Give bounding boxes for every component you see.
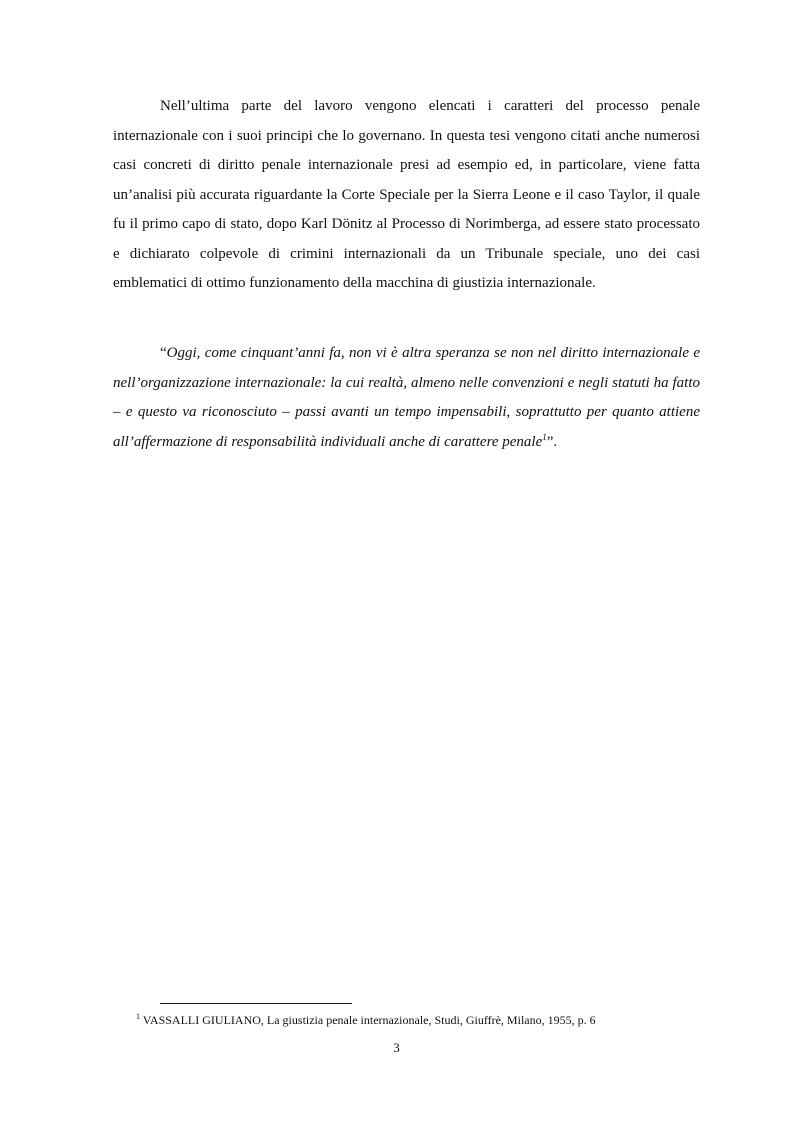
footnote	[136, 1012, 696, 1028]
footnote-text: VASSALLI GIULIANO, La giustizia penale internazionale, Studi, Giuffrè, Milano, 1955, p. 6	[142, 1013, 596, 1027]
body-paragraph	[113, 92, 700, 299]
page-number: 3	[393, 1040, 400, 1055]
quote-text: Oggi, come cinquant’anni fa, non vi è altra speranza se non nel diritto internazionale e nell’organizzazione internazionale: la cui realtà, almeno nelle convenzioni e negli statuti ha fatto – e questo va riconosciuto – passi avanti un tempo impensabili, soprattutto per quanto attiene all’affermazione di responsabilità individuali anche di carattere penale	[113, 345, 700, 450]
footnote-separator	[160, 1003, 352, 1004]
footnote-number: 1	[136, 1012, 140, 1021]
quote-paragraph	[113, 339, 700, 457]
footnote-reference[interactable]: 1	[542, 431, 547, 442]
quote-close-mark: ”.	[546, 433, 558, 450]
paragraph-text: Nell’ultima parte del lavoro vengono elencati i caratteri del processo penale internazionale con i suoi principi che lo governano. In questa tesi vengono citati anche numerosi casi concreti di diritto penale internazionale presi ad esempio ed, in particolare, viene fatta un’analisi più accurata riguardante la Corte Speciale per la Sierra Leone e il caso Taylor, il quale fu il primo capo di stato, dopo Karl Dönitz al Processo di Norimberga, ad essere stato processato e dichiarato colpevole di crimini internazionali da un Tribunale speciale, uno dei casi emblematici di ottimo funzionamento della macchina di giustizia internazionale.	[113, 98, 700, 291]
quote-open-mark: “	[160, 345, 167, 361]
